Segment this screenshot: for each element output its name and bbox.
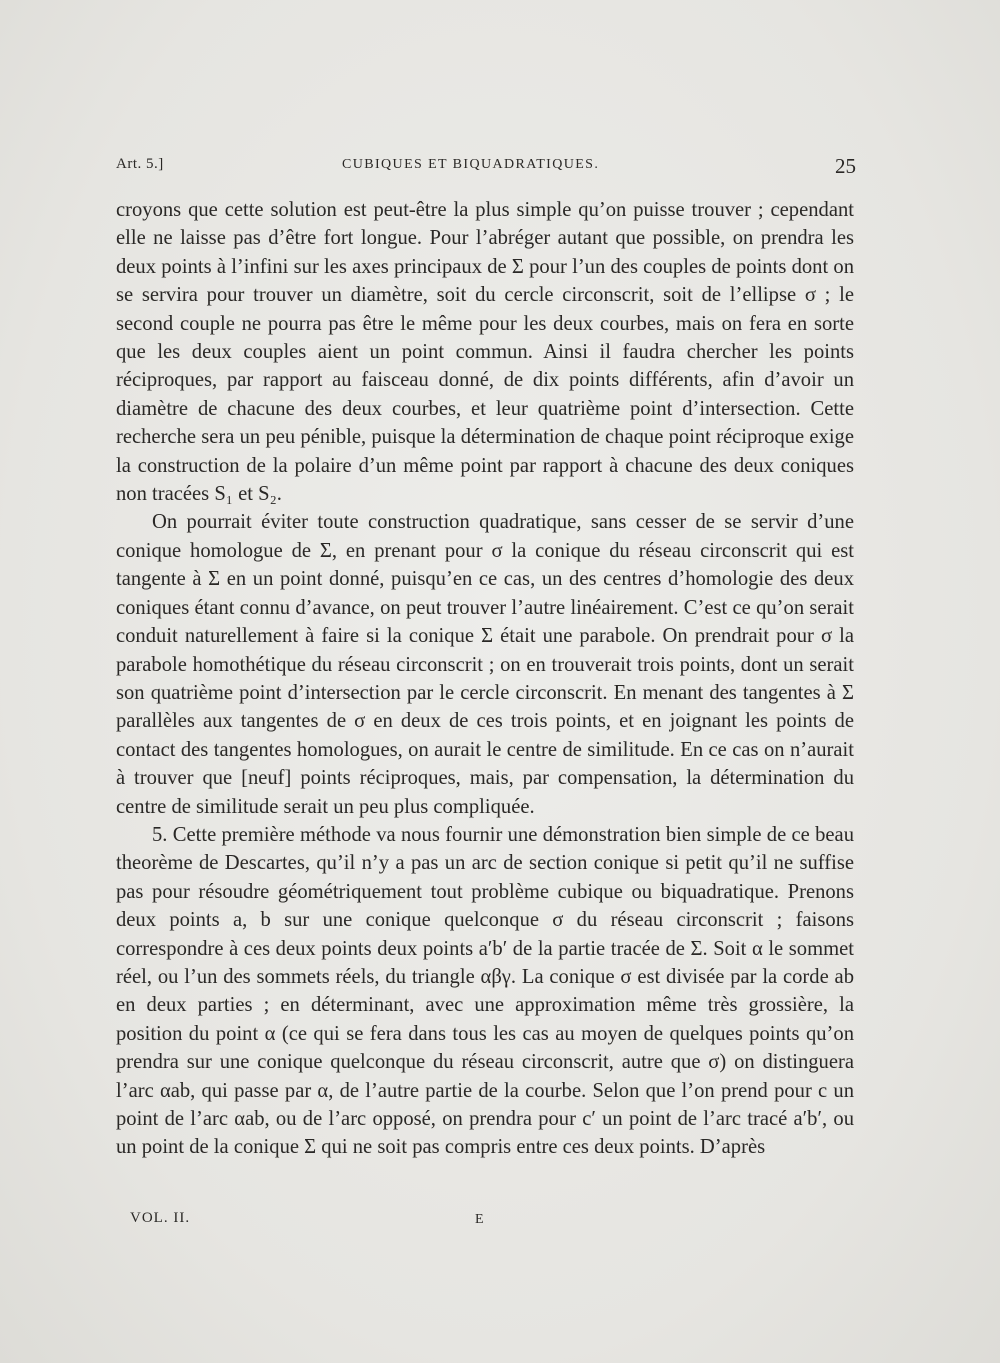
running-header bbox=[116, 150, 856, 180]
page-number: 25 bbox=[835, 154, 856, 178]
paragraph-continuation: croyons que cette solution est peut-être la plus simple qu’on puisse trouver ; cependant elle ne laisse pas d’être fort longue. Pour l’abréger autant que possible, on prendra les deux points à l’infini sur les axes principaux de Σ pour l’un des couples de points dont on se servira pour trouver un diamètre, soit du cercle circonscrit, soit de l’ellipse σ ; le second couple ne pourra pas être le même pour les deux courbes, mais on fera en sorte que les deux couples aient un point commun. Ainsi il faudra chercher les points réciproques, par rapport au faisceau donné, de dix points différents, afin d’avoir un diamètre de chacune des deux courbes, et leur quatrième point d’intersection. Cette recherche sera un peu pénible, puisque la détermination de chaque point réciproque exige la construction de la polaire d’un même point par rapport à chacune des deux coniques non tracées S₁ et S₂. bbox=[116, 199, 854, 506]
running-title: CUBIQUES ET BIQUADRATIQUES. bbox=[342, 157, 600, 172]
article-reference: Art. 5.] bbox=[116, 156, 164, 172]
page-footer bbox=[130, 1210, 530, 1234]
paragraph-alternative-construction: On pourrait éviter toute construction quadratique, sans cesser de se servir d’une conique homologue de Σ, en prenant pour σ la conique du réseau circonscrit qui est tangente à Σ en un point donné, puisqu’en ce cas, un des centres d’homologie des deux coniques étant connu d’avance, on peut trouver l’autre linéairement. C’est ce qu’on serait conduit naturellement à faire si la conique Σ était une parabole. On prendrait pour σ la parabole homothétique du réseau circonscrit ; on en trouverait trois points, dont un serait son quatrième point d’intersection par le cercle circonscrit. En menant des tangentes à Σ parallèles aux tangentes de σ en deux de ces trois points, et en joignant les points de contact des tangentes homologues, on aurait le centre de similitude. En ce cas on n’aurait à trouver que [neuf] points réciproques, mais, par compensation, la détermination du centre de similitude serait un peu plus compliquée. bbox=[116, 511, 854, 818]
main-text bbox=[116, 196, 854, 1162]
volume-label: VOL. II. bbox=[130, 1210, 191, 1226]
paragraph-section-5: 5. Cette première méthode va nous fournir une démonstration bien simple de ce beau theorème de Descartes, qu’il n’y a pas un arc de section conique si petit qu’il ne suffise pas pour résoudre géométriquement tout problème cubique ou biquadratique. Prenons deux points a, b sur une conique quelconque σ du réseau circonscrit ; faisons correspondre à ces deux points deux points a′b′ de la partie tracée de Σ. Soit α le sommet réel, ou l’un des sommets réels, du triangle αβγ. La conique σ est divisée par la corde ab en deux parties ; en déterminant, avec une approximation même très grossière, la position du point α (ce qui se fera dans tous les cas au moyen de quelques points qu’on prendra sur une conique quelconque du réseau circonscrit, autre que σ) on distinguera l’arc αab, qui passe par α, de l’autre partie de la courbe. Selon que l’on prend pour c un point de l’arc αab, ou de l’arc opposé, on prendra pour c′ un point de l’arc tracé a′b′, ou un point de la conique Σ qui ne soit pas compris entre ces deux points. D’après bbox=[116, 823, 854, 1159]
signature-mark: E bbox=[475, 1212, 484, 1227]
